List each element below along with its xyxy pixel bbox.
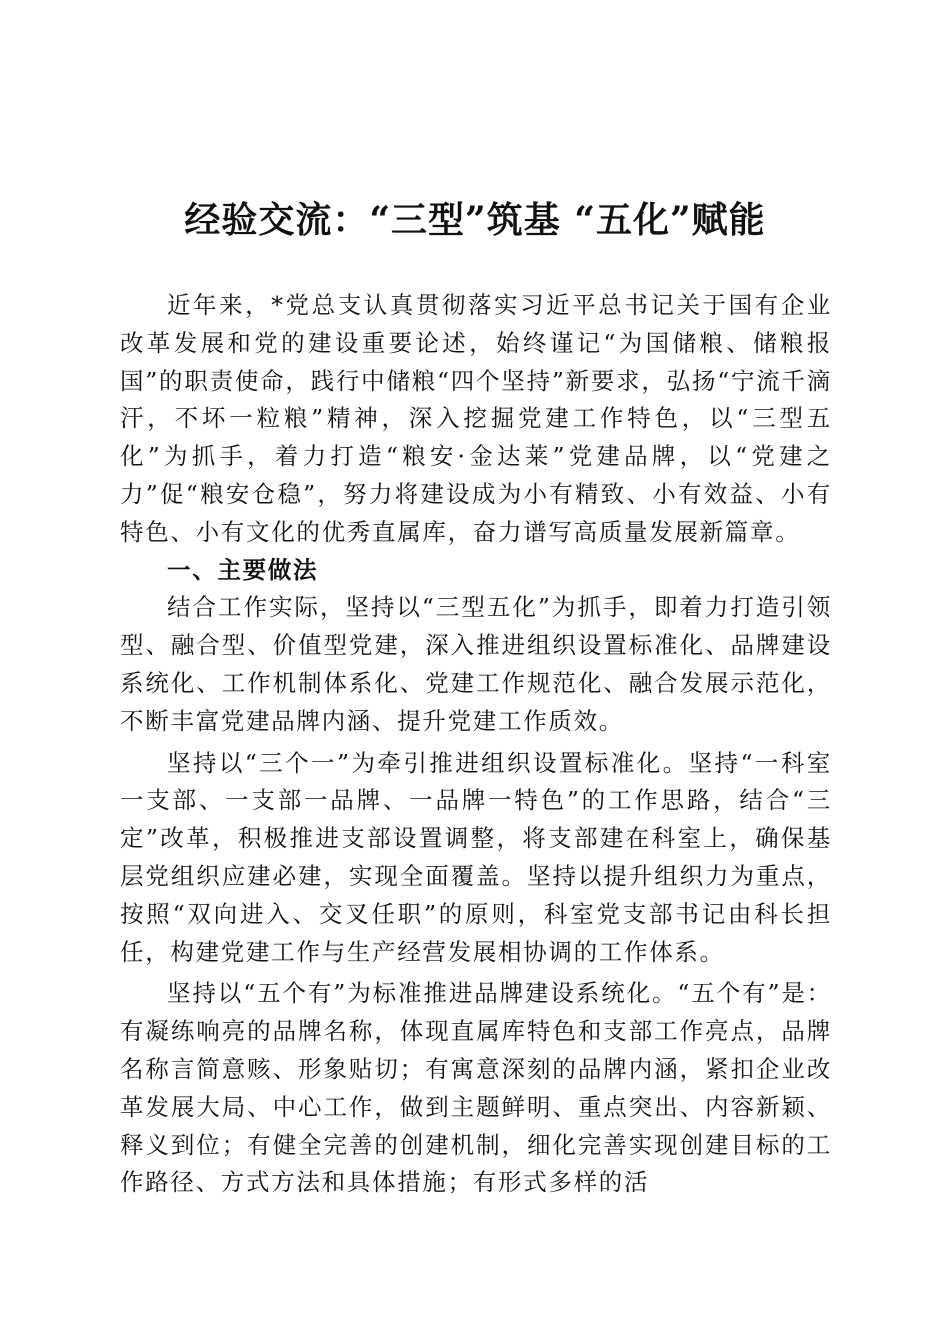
body-paragraph-2: 坚持以“三个一”为牵引推进组织设置标准化。坚持“一科室一支部、一支部一品牌、一品牌一特色”的工作思路，结合“三定”改革，积极推进支部设置调整，将支部建在科室上，确保基层党组织应建必建，实现全面覆盖。坚持以提升组织力为重点，按照“双向进入、交叉任职”的原则，科室党支部书记由科长担任，构建党建工作与生产经营发展相协调的工作体系。: [120, 748, 832, 966]
document-title: 经验交流：“三型”筑基 “五化”赋能: [184, 199, 766, 241]
body-paragraph-3: 坚持以“五个有”为标准推进品牌建设系统化。“五个有”是：有凝练响亮的品牌名称，体现直属库特色和支部工作亮点，品牌名称言简意赅、形象贴切；有寓意深刻的品牌内涵，紧扣企业改革发展大局、中心工作，做到主题鲜明、重点突出、内容新颖、释义到位；有健全完善的创建机制，细化完善实现创建目标的工作路径、方式方法和具体措施；有形式多样的活: [120, 979, 832, 1197]
document-body: [120, 287, 832, 1202]
body-paragraph-1: 结合工作实际，坚持以“三型五化”为抓手，即着力打造引领型、融合型、价值型党建，深入推进组织设置标准化、品牌建设系统化、工作机制体系化、党建工作规范化、融合发展示范化，不断丰富党建品牌内涵、提升党建工作质效。: [120, 593, 832, 735]
intro-paragraph: 近年来，*党总支认真贯彻落实习近平总书记关于国有企业改革发展和党的建设重要论述，始终谨记“为国储粮、储粮报国”的职责使命，践行中储粮“四个坚持”新要求，弘扬“宁流千滴汗，不坏一粒粮”精神，深入挖掘党建工作特色，以“三型五化”为抓手，着力打造“粮安·金达莱”党建品牌，以“党建之力”促“粮安仓稳”，努力将建设成为小有精致、小有效益、小有特色、小有文化的优秀直属库，奋力谱写高质量发展新篇章。: [120, 291, 832, 546]
section-heading: 一、主要做法: [167, 555, 319, 584]
